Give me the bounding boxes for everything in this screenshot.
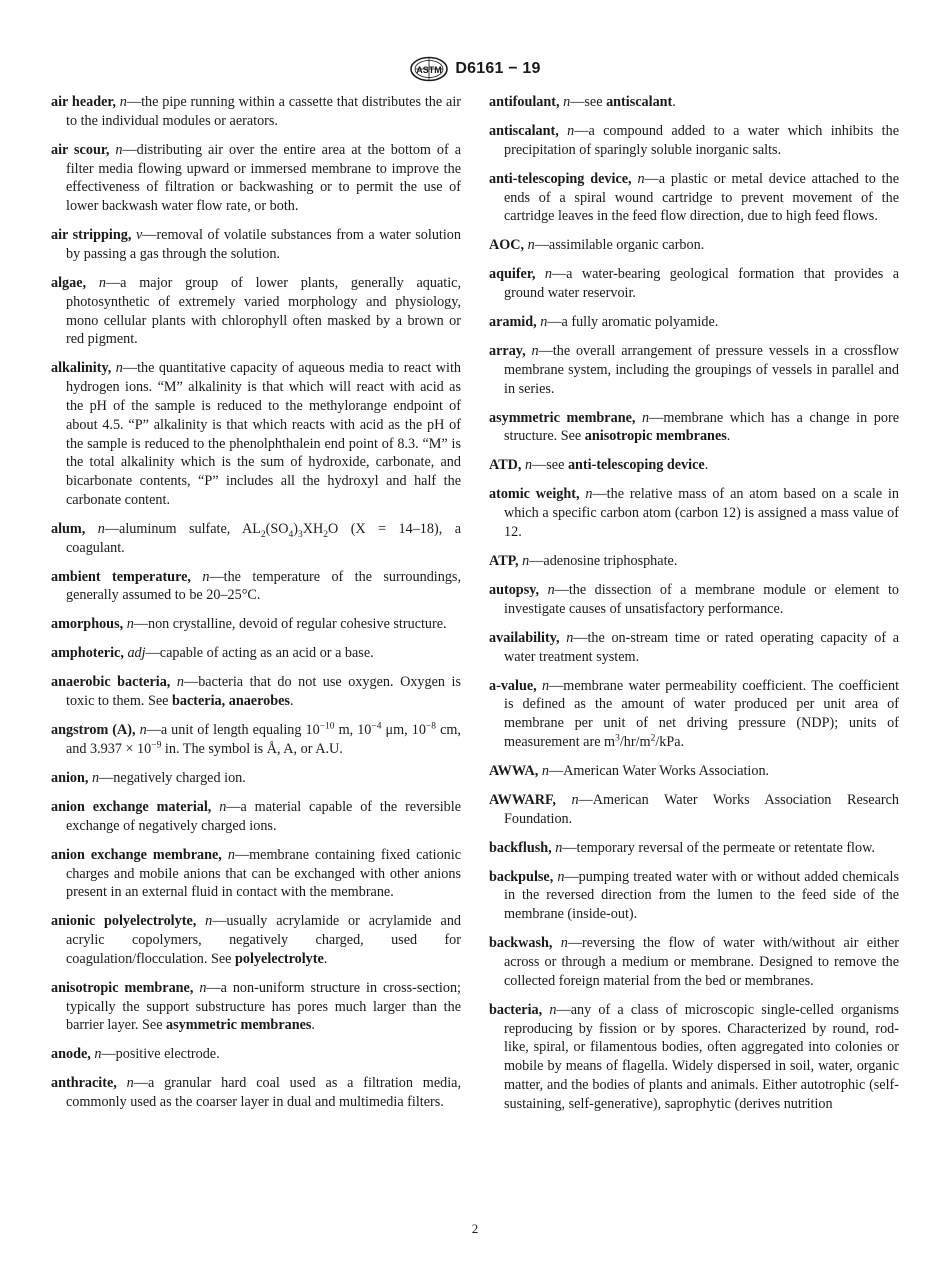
entry-term: anaerobic bacteria,: [51, 674, 171, 691]
entry-term: alum,: [51, 520, 86, 537]
entry-term: aquifer,: [489, 266, 536, 283]
entry-part-of-speech: n: [126, 1075, 134, 1092]
entry-term: aramid,: [489, 314, 537, 331]
entry-term: AWWARF,: [489, 791, 556, 808]
glossary-entry: [51, 93, 461, 131]
entry-definition: —reversing the flow of water with/without air either across or through a medium or membrane. Designed to remove the collected foreign material from the bed or membranes.: [504, 935, 899, 989]
entry-part-of-speech: n: [199, 979, 207, 996]
glossary-entry: [489, 762, 899, 781]
entry-definition: —membrane containing fixed cationic charges and mobile anions that can be exchanged with other anions present in an external fluid in contact with the membrane.: [66, 846, 461, 901]
entry-term: antifoulant,: [489, 94, 560, 110]
entry-part-of-speech: n: [205, 913, 213, 930]
entry-part-of-speech: n: [540, 314, 548, 331]
entry-term: air scour,: [51, 141, 110, 158]
glossary-entry: [489, 868, 899, 924]
entry-part-of-speech: n: [92, 769, 100, 786]
glossary-entry: [489, 342, 899, 398]
glossary-entry: [51, 520, 461, 558]
entry-definition: —pumping treated water with or without added chemicals in the reversed direction from the lumen to the feed side of the membrane (inside-out).: [504, 868, 900, 923]
glossary-entry: [489, 409, 899, 447]
entry-part-of-speech: n: [566, 629, 574, 646]
entry-term: atomic weight,: [489, 486, 580, 503]
glossary-entry: [489, 236, 899, 255]
document-number: D6161 − 19: [455, 60, 541, 77]
entry-term: ATP,: [489, 553, 519, 570]
glossary-entry: [51, 141, 461, 216]
glossary-entry: [489, 456, 899, 475]
entry-part-of-speech: n: [525, 457, 533, 474]
entry-term: bacteria,: [489, 1001, 543, 1018]
glossary-entry: [51, 274, 461, 349]
glossary-entry: [489, 93, 899, 112]
entry-term: array,: [489, 343, 526, 360]
entry-definition: —a plastic or metal device attached to the ends of a spiral wound cartridge to prevent movement of the cartridge leaves in the feed flow direction, due to high feed flows.: [504, 170, 900, 225]
glossary-entry: [51, 846, 461, 902]
entry-part-of-speech: n: [126, 616, 134, 633]
glossary-entry: [489, 170, 899, 226]
entry-definition: —the overall arrangement of pressure vessels in a crossflow membrane system, including the groupings of vessels in parallel and in series.: [504, 343, 899, 397]
entry-part-of-speech: n: [571, 791, 579, 808]
right-column: [489, 93, 899, 1124]
entry-definition: —positive electrode.: [101, 1046, 220, 1063]
glossary-entry: [489, 313, 899, 332]
entry-definition: —non crystalline, devoid of regular cohesive structure.: [133, 616, 447, 633]
astm-logo-icon: [409, 56, 449, 82]
entry-definition: —a granular hard coal used as a filtration media, commonly used as the coarser layer in dual and multimedia filters.: [66, 1075, 461, 1111]
entry-term: ATD,: [489, 457, 522, 474]
entry-term: air stripping,: [51, 227, 132, 244]
entry-term: AWWA,: [489, 762, 539, 779]
entry-part-of-speech: n: [94, 1046, 102, 1063]
glossary-entry: [51, 359, 461, 509]
entry-definition: —assimilable organic carbon.: [534, 237, 705, 254]
page-header: [0, 56, 950, 82]
entry-part-of-speech: n: [115, 141, 123, 158]
glossary-entry: [489, 1001, 899, 1114]
entry-term: amorphous,: [51, 616, 124, 633]
entry-part-of-speech: n: [557, 868, 565, 885]
entry-part-of-speech: n: [637, 170, 645, 187]
entry-definition: —capable of acting as an acid or a base.: [145, 645, 374, 662]
left-column: [51, 93, 461, 1122]
glossary-entry: [489, 485, 899, 541]
entry-term: anthracite,: [51, 1075, 117, 1092]
entry-part-of-speech: n: [522, 553, 530, 570]
glossary-entry: [51, 721, 461, 759]
entry-term: AOC,: [489, 237, 525, 254]
entry-definition: —membrane which has a change in pore structure. See anisotropic membranes.: [504, 409, 899, 445]
entry-part-of-speech: n: [567, 122, 575, 139]
glossary-entry: [489, 839, 899, 858]
entry-definition: —a fully aromatic polyamide.: [547, 314, 719, 331]
entry-part-of-speech: adj: [127, 645, 146, 662]
glossary-entry: [489, 265, 899, 303]
glossary-entry: [489, 791, 899, 829]
entry-definition: —a compound added to a water which inhibits the precipitation of sparingly soluble inorganic salts.: [504, 122, 900, 158]
entry-definition: —the dissection of a membrane module or element to investigate causes of unsatisfactory performance.: [504, 582, 900, 617]
entry-term: amphoteric,: [51, 645, 124, 662]
glossary-entry: [51, 226, 461, 264]
glossary-entry: [489, 934, 899, 990]
entry-part-of-speech: n: [176, 674, 184, 691]
glossary-entry: [51, 568, 461, 606]
entry-definition: —negatively charged ion.: [99, 769, 246, 786]
entry-term: angstrom (A),: [51, 722, 136, 739]
entry-term: anode,: [51, 1046, 91, 1063]
entry-part-of-speech: n: [541, 762, 549, 779]
entry-part-of-speech: n: [119, 94, 127, 110]
glossary-entry: [51, 798, 461, 836]
glossary-entry: [489, 581, 899, 619]
entry-term: backflush,: [489, 839, 552, 856]
entry-term: anisotropic membrane,: [51, 979, 194, 996]
entry-term: alkalinity,: [51, 360, 112, 377]
glossary-entry: [489, 552, 899, 571]
entry-definition: —a non-uniform structure in cross-section; typically the support substructure has pores much larger than the barrier layer. See asymmetric membranes.: [66, 979, 461, 1034]
entry-definition: —see antiscalant.: [570, 94, 676, 110]
entry-part-of-speech: n: [531, 343, 539, 360]
glossary-entry: [51, 1074, 461, 1112]
entry-definition: —American Water Works Association Research Foundation.: [504, 791, 899, 827]
glossary-entry: [51, 769, 461, 788]
entry-term: availability,: [489, 629, 560, 646]
entry-definition: —the quantitative capacity of aqueous media to react with hydrogen ions. “M” alkalinity is that which will react with acid as the pH of the sample is reduced to the methylorange endpoint of about 4.5. “P” alkalinity is that which reacts with acid as the pH of the sample is reduced to the phenolphthalein end point of 8.3. “M” is the total alkalinity which is the sum of hydroxide, carbonate, and bicarbonate contents, “P” includes all the hydroxyl and half the carbonate content.: [66, 360, 462, 508]
entry-definition: —a material capable of the reversible exchange of negatively charged ions.: [66, 798, 462, 834]
entry-part-of-speech: n: [227, 846, 235, 863]
glossary-entry: [51, 673, 461, 711]
svg-text:ASTM: ASTM: [416, 65, 443, 75]
entry-term: autopsy,: [489, 582, 540, 598]
entry-term: a-value,: [489, 677, 537, 694]
page-number: 2: [471, 1221, 479, 1236]
glossary-entry: [51, 979, 461, 1035]
entry-definition: —see anti-telescoping device.: [532, 457, 709, 474]
entry-definition: —American Water Works Association.: [548, 762, 770, 779]
entry-term: anionic polyelectrolyte,: [51, 913, 197, 930]
entry-part-of-speech: n: [549, 1001, 557, 1018]
entry-part-of-speech: n: [139, 722, 147, 739]
entry-term: backwash,: [489, 935, 553, 952]
glossary-entry: [51, 615, 461, 634]
entry-definition: —distributing air over the entire area at the bottom of a filter media flowing upward or immersed membrane to improve the effectiveness of filtration or backwashing or to permit the use of lower backwash water flow rate, or both.: [66, 141, 462, 215]
entry-definition: —a unit of length equaling $10^{-10}$ m, $10^{-4}$ μm, $10^{-8}$ cm, and $3.937 \times 10^{-9}$ in. The symbol is Å, A, or A.U.: [66, 721, 461, 757]
entry-part-of-speech: n: [547, 582, 555, 598]
entry-part-of-speech: n: [527, 237, 535, 254]
entry-term: anion,: [51, 769, 89, 786]
entry-part-of-speech: n: [202, 568, 210, 585]
entry-part-of-speech: n: [555, 839, 563, 856]
entry-definition: —the relative mass of an atom based on a scale in which a specific carbon atom (carbon 12) is assigned a mass value of 12.: [504, 486, 900, 541]
glossary-entry: [51, 912, 461, 968]
entry-definition: —a major group of lower plants, generally aquatic, photosynthetic of extremely varied morphology and physiology, mono cellular plants with chlorophyll often masked by a brown or red pigment.: [66, 274, 462, 348]
entry-term: anion exchange material,: [51, 798, 212, 815]
entry-part-of-speech: n: [544, 266, 552, 283]
entry-part-of-speech: n: [115, 360, 123, 377]
entry-term: backpulse,: [489, 868, 554, 885]
entry-definition: —any of a class of microscopic single-celled organisms reproducing by fission or by spores. Characterized by round, rod-like, spiral, or filamentous bodies, often aggregated into colonies or mobile by means of flagella. Widely dispersed in soil, water, organic matter, and the bodies of plants and animals. Either autotrophic (self-sustaining, self-generative), saprophytic (derives nutrition: [504, 1001, 900, 1112]
entry-part-of-speech: n: [542, 677, 550, 694]
glossary-entry: [51, 644, 461, 663]
entry-definition: —membrane water permeability coefficient. The coefficient is defined as the amount of water produced per unit area of membrane per unit of net driving pressure (NDP); units of measurement are $m^3/hr/m^2$/kPa.: [504, 677, 900, 750]
entry-part-of-speech: n: [642, 409, 650, 426]
entry-part-of-speech: n: [585, 486, 593, 503]
entry-definition: —removal of volatile substances from a water solution by passing a gas through the solution.: [66, 227, 461, 262]
glossary-entry: [489, 629, 899, 667]
entry-part-of-speech: n: [563, 94, 571, 110]
entry-definition: —a water-bearing geological formation that provides a ground water reservoir.: [504, 266, 899, 302]
entry-part-of-speech: n: [97, 520, 105, 537]
glossary-entry: [489, 122, 899, 160]
entry-term: antiscalant,: [489, 122, 559, 139]
entry-part-of-speech: n: [560, 935, 568, 952]
entry-term: anion exchange membrane,: [51, 846, 222, 863]
entry-term: asymmetric membrane,: [489, 409, 636, 426]
glossary-entry: [489, 677, 899, 752]
entry-part-of-speech: n: [219, 798, 227, 815]
entry-definition: —the temperature of the surroundings, generally assumed to be 20–25°C.: [66, 568, 461, 604]
entry-part-of-speech: n: [98, 274, 106, 291]
entry-term: ambient temperature,: [51, 568, 191, 585]
entry-definition: —temporary reversal of the permeate or retentate flow.: [562, 839, 875, 856]
entry-definition: —bacteria that do not use oxygen. Oxygen is toxic to them. See bacteria, anaerobes.: [66, 674, 462, 710]
entry-definition: —adenosine triphosphate.: [529, 553, 678, 570]
entry-definition: —aluminum sulfate, $AL_2(SO_4)_3XH_2O$ (X = 14–18), a coagulant.: [66, 520, 461, 556]
entry-definition: —usually acrylamide or acrylamide and acrylic copolymers, negatively charged, used for coagulation/flocculation. See polyelectrolyte.: [66, 913, 462, 967]
entry-definition: —the on-stream time or rated operating capacity of a water treatment system.: [504, 629, 899, 665]
entry-term: air header,: [51, 94, 116, 110]
entry-term: algae,: [51, 274, 87, 291]
glossary-entry: [51, 1045, 461, 1064]
entry-part-of-speech: v: [135, 227, 143, 244]
entry-definition: —the pipe running within a cassette that distributes the air to the individual modules or aerators.: [66, 94, 461, 129]
entry-term: anti-telescoping device,: [489, 170, 632, 187]
